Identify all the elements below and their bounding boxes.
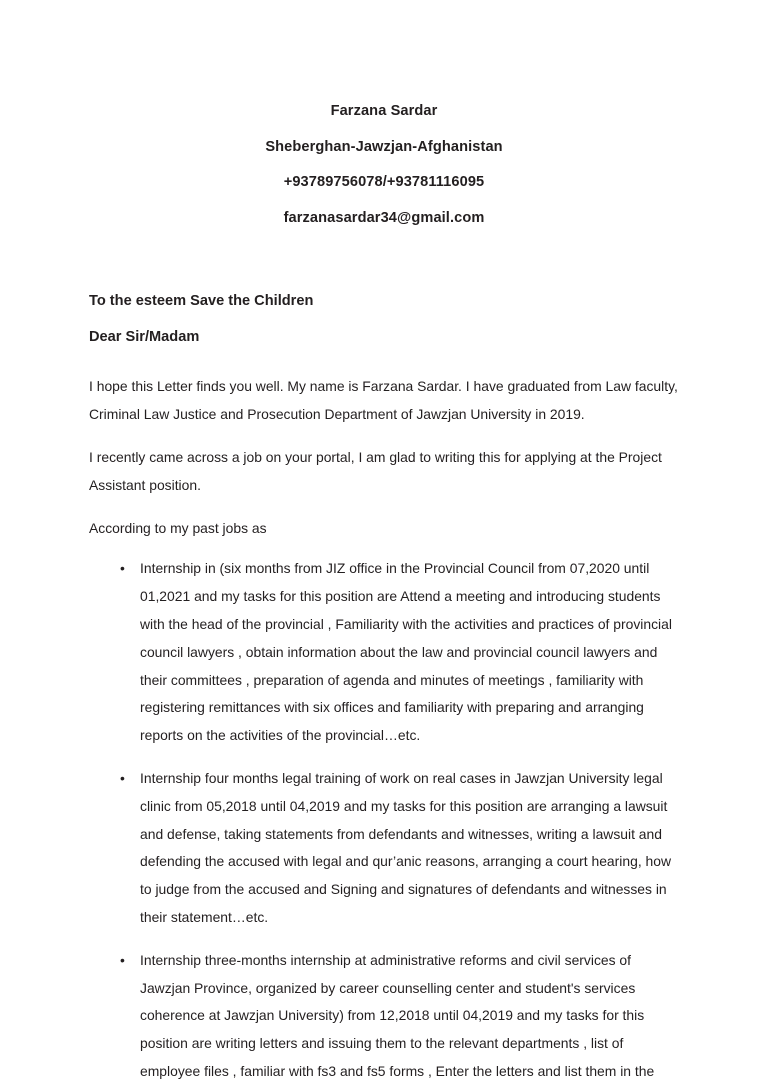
bullet-icon: • (120, 951, 125, 968)
bullet-icon: • (120, 769, 125, 786)
experience-list (89, 555, 679, 1085)
list-item (89, 765, 679, 932)
applicant-address: Sheberghan-Jawzjan-Afghanistan (265, 138, 503, 155)
body-paragraph-1: I hope this Letter finds you well. My name is Farzana Sardar. I have graduated from Law faculty, Criminal Law Justice and Prosecution Department of Jawzjan University in 2019. (89, 378, 678, 423)
applicant-email: farzanasardar34@gmail.com (283, 209, 485, 226)
experience-item-2-text: Internship four months legal training of work on real cases in Jawzjan University legal clinic from 05,2018 until 04,2019 and my tasks for this position are arranging a lawsuit and defense, taking statements from defendants and witnesses, writing a lawsuit and defending the accused with legal and qur’anic reasons, arranging a court hearing, how to judge from the accused and Signing and signatures of defendants and witnesses in their statement…etc. (140, 769, 672, 925)
greeting-line: Dear Sir/Madam (89, 329, 200, 346)
recipient-line: To the esteem Save the Children (89, 293, 314, 310)
list-item (89, 555, 679, 750)
body-paragraph-3: According to my past jobs as (89, 519, 267, 536)
body-paragraph-2: I recently came across a job on your portal, I am glad to writing this for applying at the Project Assistant position. (89, 448, 662, 493)
experience-item-3-text: Internship three-months internship at administrative reforms and civil services of Jawzjan Province, organized by career counselling center and student's services coherence at Jawzjan University) from 12,2018 until 04,2019 and my tasks for this position are writing letters and issuing them to the relevant departments , list of employee files , familiar with fs3 and fs5 forms , Enter the letters and list them in the (140, 951, 655, 1079)
document-content (89, 0, 679, 1086)
salutation-block (89, 283, 679, 355)
applicant-phone: +93789756078/+93781116095 (283, 174, 485, 191)
letterhead (89, 0, 679, 236)
list-item (89, 947, 679, 1086)
letter-body (89, 373, 679, 542)
bullet-icon: • (120, 560, 125, 577)
experience-item-1-text: Internship in (six months from JIZ office in the Provincial Council from 07,2020 until 01,2021 and my tasks for this position are Attend a meeting and introducing students with the head of the provincial , Familiarity with the activities and practices of provincial council lawyers , obtain information about the law and provincial council lawyers and their committees , preparation of agenda and minutes of meetings , familiarity with registering remittances with six offices and familiarity with preparing and arranging reports on the activities of the provincial…etc. (140, 560, 672, 744)
applicant-name: Farzana Sardar (330, 103, 438, 119)
